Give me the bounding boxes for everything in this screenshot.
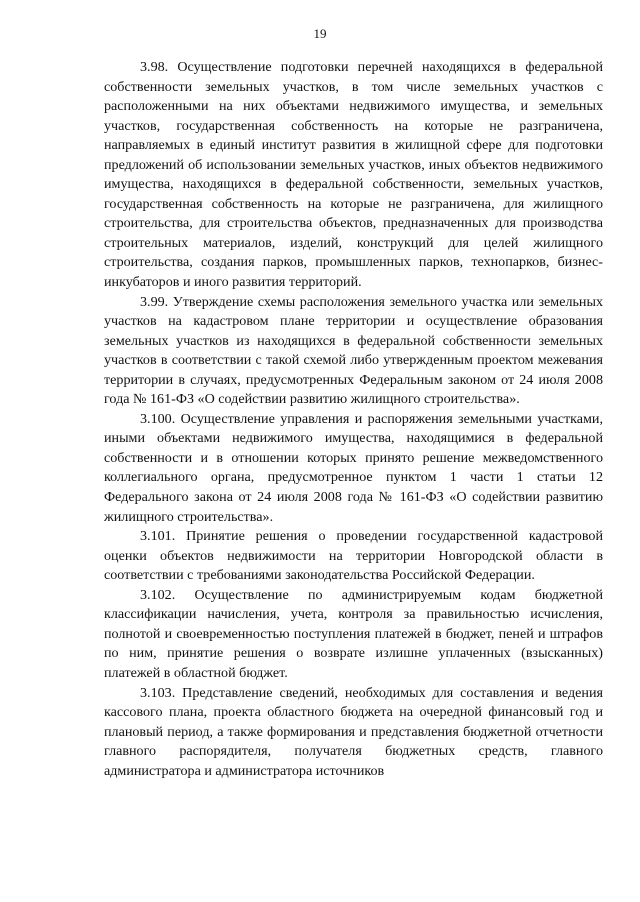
paragraph-3-101: 3.101. Принятие решения о проведении государственной кадастровой оценки объектов недвижимости на территории Новгородской области в соответствии с требованиями законодательства Российской Федерации. [104, 528, 603, 584]
paragraph-3-103: 3.103. Представление сведений, необходимых для составления и ведения кассового плана, проекта областного бюджета на очередной финансовый год и плановый период, а также формирования и представления бюджетной отчетности главного распорядителя, получателя бюджетных средств, главного администратора и администратора источников [104, 684, 603, 779]
paragraph-3-99: 3.99. Утверждение схемы расположения земельного участка или земельных участков на кадастровом плане территории и осуществление образования земельных участков из находящихся в федеральной собственности земельных участков в соответствии с такой схемой либо утвержденным проектом межевания территории в случаях, предусмотренных Федеральным законом от 24 июля 2008 года № 161-ФЗ «О содействии развитию жилищного строительства». [104, 293, 603, 408]
paragraph-3-102: 3.102. Осуществление по администрируемым кодам бюджетной классификации начисления, учета, контроля за правильностью исчисления, полнотой и своевременностью поступления платежей в бюджет, пеней и штрафов по ним, принятие решения о возврате излишне уплаченных (взысканных) платежей в областной бюджет. [104, 586, 603, 681]
page-number: 19 [313, 26, 327, 41]
paragraph-3-100: 3.100. Осуществление управления и распоряжения земельными участками, иными объектами недвижимого имущества, находящимися в федеральной собственности и в отношении которых принято решение межведомственного коллегиального органа, предусмотренное пунктом 1 части 1 статьи 12 Федерального закона от 24 июля 2008 года № 161-ФЗ «О содействии развитию жилищного строительства». [104, 410, 603, 525]
paragraph-3-98: 3.98. Осуществление подготовки перечней находящихся в федеральной собственности земельных участков, в том числе земельных участков с расположенными на них объектами недвижимого имущества, и земельных участков, государственная собственность на которые не разграничена, направляемых в единый институт развития в жилищной сфере для подготовки предложений об использовании земельных участков, иных объектов недвижимого имущества, находящихся в федеральной собственности, земельных участков, государственная собственность на которые не разграничена, для жилищного строительства, для строительства объектов, предназначенных для производства строительных материалов, изделий, конструкций для целей жилищного строительства, создания парков, промышленных парков, технопарков, бизнес-инкубаторов и иного развития территорий. [104, 59, 603, 291]
document-body [104, 58, 603, 781]
